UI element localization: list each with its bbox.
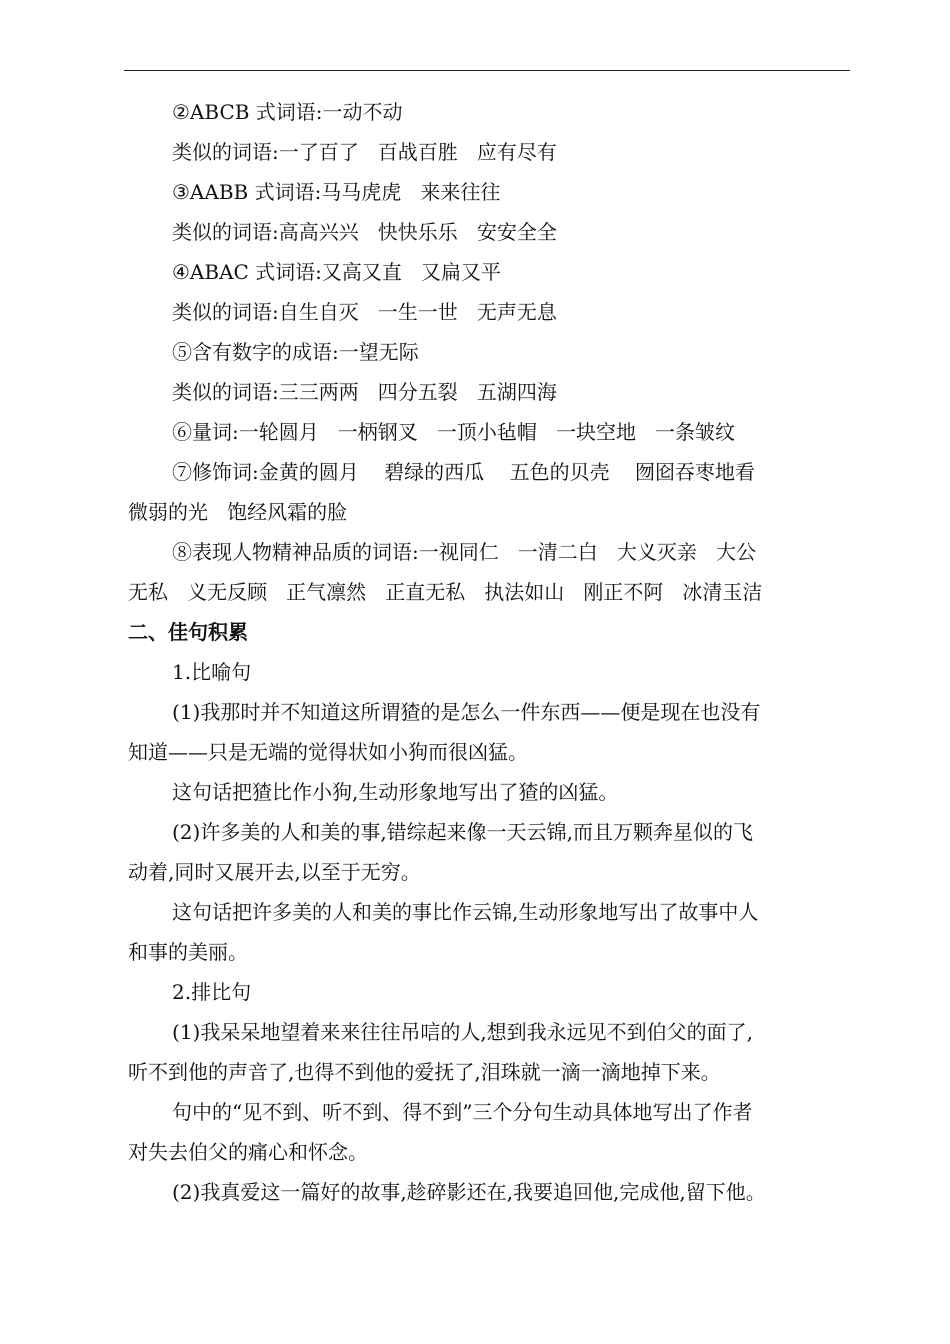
- text-line: 2.排比句: [172, 980, 252, 1004]
- text-line: 类似的词语:一了百了 百战百胜 应有尽有: [172, 140, 557, 164]
- text-line: 句中的“见不到、听不到、得不到”三个分句生动具体地写出了作者: [172, 1100, 753, 1124]
- text-line: ⑥量词:一轮圆月 一柄钢叉 一顶小毡帽 一块空地 一条皱纹: [172, 420, 736, 444]
- text-line: 听不到他的声音了,也得不到他的爱抚了,泪珠就一滴一滴地掉下来。: [128, 1060, 721, 1084]
- text-line: 和事的美丽。: [128, 940, 248, 964]
- text-line: 知道——只是无端的觉得状如小狗而很凶猛。: [128, 740, 528, 764]
- text-line: 这句话把许多美的人和美的事比作云锦,生动形象地写出了故事中人: [172, 900, 759, 924]
- text-line: 无私 义无反顾 正气凛然 正直无私 执法如山 刚正不阿 冰清玉洁: [128, 580, 763, 604]
- text-line: 类似的词语:自生自灭 一生一世 无声无息: [172, 300, 557, 324]
- text-line: 类似的词语:高高兴兴 快快乐乐 安安全全: [172, 220, 557, 244]
- text-line: ⑤含有数字的成语:一望无际: [172, 340, 419, 364]
- text-line: (2)许多美的人和美的事,错综起来像一天云锦,而且万颗奔星似的飞: [172, 820, 754, 844]
- text-line: (1)我呆呆地望着来来往往吊唁的人,想到我永远见不到伯父的面了,: [172, 1020, 754, 1044]
- document-body: [128, 92, 848, 1212]
- text-line: 对失去伯父的痛心和怀念。: [128, 1140, 368, 1164]
- text-line: ②ABCB 式词语:一动不动: [172, 100, 403, 124]
- section-heading: 二、佳句积累: [128, 620, 248, 644]
- text-line: (1)我那时并不知道这所谓猹的是怎么一件东西——便是现在也没有: [172, 700, 761, 724]
- text-line: 这句话把猹比作小狗,生动形象地写出了猹的凶猛。: [172, 780, 619, 804]
- text-line: (2)我真爱这一篇好的故事,趁碎影还在,我要追回他,完成他,留下他。: [172, 1180, 766, 1204]
- text-line: 微弱的光 饱经风霜的脸: [128, 500, 348, 524]
- text-line: ⑦修饰词:金黄的圆月 碧绿的西瓜 五色的贝壳 囫囵吞枣地看: [172, 460, 756, 484]
- text-line: ⑧表现人物精神品质的词语:一视同仁 一清二白 大义灭亲 大公: [172, 540, 756, 564]
- text-line: 动着,同时又展开去,以至于无穷。: [128, 860, 421, 884]
- text-line: ④ABAC 式词语:又高又直 又扁又平: [172, 260, 501, 284]
- text-line: ③AABB 式词语:马马虎虎 来来往往: [172, 180, 501, 204]
- header-rule: [124, 70, 850, 71]
- text-line: 1.比喻句: [172, 660, 252, 684]
- text-line: 类似的词语:三三两两 四分五裂 五湖四海: [172, 380, 557, 404]
